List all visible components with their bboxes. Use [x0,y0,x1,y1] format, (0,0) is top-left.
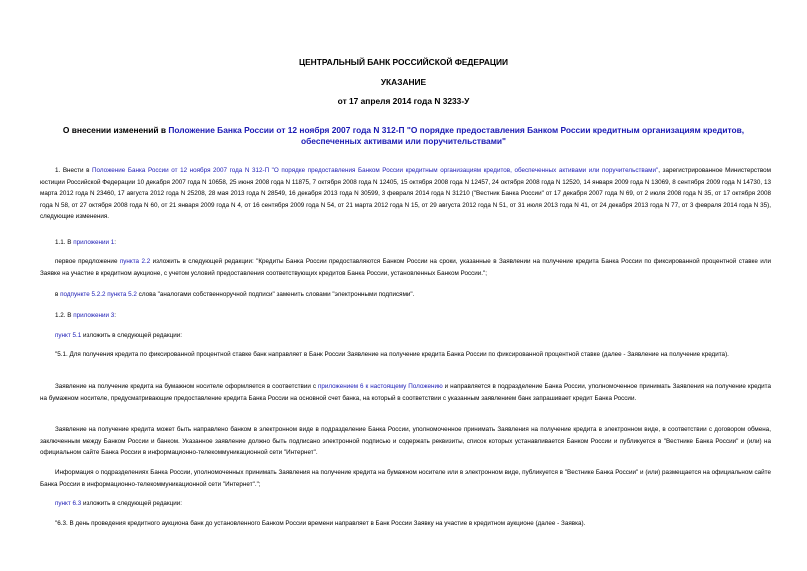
p6-text: изложить в следующей редакции: [81,332,183,339]
paragraph-1-2 [40,310,771,322]
p4-text: слова "аналогами собственноручной подписи" заменить словами "электронными подписями". [136,291,415,298]
paragraph-5-1-intro [40,330,771,342]
title-regulation-link[interactable]: Положение Банка России от 12 ноября 2007 года N 312-П "О порядке предоставления Банком России кредитным организациям кредитов, обеспеченных активами или поручительствами" [168,125,745,146]
clause-2-2-link[interactable]: пункта 2.2 [119,258,151,265]
clause-6-3-link[interactable]: пункт 6.3 [55,500,82,507]
clause-5-1-link[interactable]: пункт 5.1 [55,332,82,339]
p3-text: изложить в следующей редакции: "Кредиты Банка России предоставляются Банком России на сроки, указанные в Заявлении на получение кредита Банка России по фиксированной процентной ставке или Заявке на участие в кредитном аукционе, с учетом условий предоставления соответствующих кредитов Банка России, установленных Банком России."; [40,258,772,277]
paragraph-6-3-intro [40,498,771,510]
p8-lead: Заявление на получение кредита на бумажном носителе оформляется в соответствии с [55,383,318,390]
p2-text: : [114,239,117,246]
doc-type: УКАЗАНИЕ [380,77,427,87]
paragraph-1 [40,165,771,223]
p11-text: изложить в следующей редакции: [81,500,183,507]
p1-regulation-link[interactable]: Положение Банка России от 12 ноября 2007 года N 312-П "О порядке предоставления Банком России кредитным организациям кредитов, обеспеченных активами или поручительствами" [92,167,659,174]
paragraph-6-3-text: "6.3. В день проведения кредитного аукциона банк до установленного Банком России времени направляет в Банк России Заявку на участие в кредитном аукционе (далее - Заявка). [55,520,586,527]
p1-text: , зарегистрированное Министерством юстиции Российской Федерации 10 декабря 2007 года N 10658, 25 июня 2008 года N 11875, 7 октября 2008 года N 12405, 15 октября 2008 года N 12457, 24 октября 2008 года N 12520, 14 января 2009 года N 13069, 8 сентября 2009 года N 14730, 13 марта 2012 года N 23460, 17 августа 2012 года N 25208, 28 мая 2013 года N 28549, 16 декабря 2013 года N 30599, 3 февраля 2014 года N 31210 ("Вестник Банка России" от 17 декабря 2007 года N 69, от 2 июля 2008 года N 35, от 17 октября 2008 года N 58, от 27 октября 2008 года N 60, от 21 января 2009 года N 4, от 16 сентября 2009 года N 54, от 21 марта 2012 года N 15, от 29 августа 2012 года N 51, от 31 июля 2013 года N 41, от 24 декабря 2013 года N 77, от 3 февраля 2014 года N 35), следующие изменения. [40,167,772,221]
p5-text: : [114,312,117,319]
p2-lead: 1.1. В [55,239,74,246]
org-name: ЦЕНТРАЛЬНЫЙ БАНК РОССИЙСКОЙ ФЕДЕРАЦИИ [298,57,509,67]
paragraph-5-2-2-change [40,289,771,301]
paragraph-1-1 [40,237,771,249]
p5-lead: 1.2. В [55,312,74,319]
appendix-6-link[interactable]: приложением 6 к настоящему Положению [317,383,443,390]
p1-lead: 1. Внести в [55,167,93,174]
paragraph-divisions-info: Информация о подразделениях Банка России, уполномоченных принимать Заявления на получение кредита на бумажном носителе или в электронном виде, публикуется в "Вестнике Банка России" и (или) размещается на официальном сайте Банка России в информационно-телекоммуникационной сети "Интернет"."; [40,469,771,488]
paragraph-5-1-text: "5.1. Для получения кредита по фиксированной процентной ставке банк направляет в Банк России Заявление на получение кредита Банка России по фиксированной процентной ставке (далее - Заявление на получение кредита). [55,351,729,358]
appendix-1-link[interactable]: приложении 1 [73,239,115,246]
title-prefix: О внесении изменений в [62,125,169,135]
paragraph-paper-application [40,381,771,404]
p4-lead: в [55,291,61,298]
doc-date-number: от 17 апреля 2014 года N 3233-У [337,96,470,106]
subclause-5-2-2-link[interactable]: подпункте 5.2.2 пункта 5.2 [60,291,137,298]
p8-text: и направляется в подразделение Банка России, уполномоченное принимать Заявления на получение кредита на бумажном носителе, предусматривающие предоставление кредита Банка России на основной счет банка, на который в соответствии с указанным заявлением банк запрашивает кредит Банка России. [40,383,771,402]
document-title [40,125,767,147]
paragraph-2-2-change [40,256,771,279]
p3-lead: первое предложение [55,258,120,265]
paragraph-electronic-application: Заявление на получение кредита может быть направлено банком в электронном виде в подразделение Банка России, уполномоченное принимать Заявления на получение кредита в электронном виде, в соответствии с договором обмена, заключенным между Банком России и банком. Указанное заявление должно быть подписано электронной подписью и содержать реквизиты, список которых устанавливается Банком России и публикуется в "Вестнике Банка России" и (или) на официальном сайте Банка России в информационно-телекоммуникационной сети "Интернет". [40,426,771,457]
appendix-3-link[interactable]: приложении 3 [73,312,115,319]
